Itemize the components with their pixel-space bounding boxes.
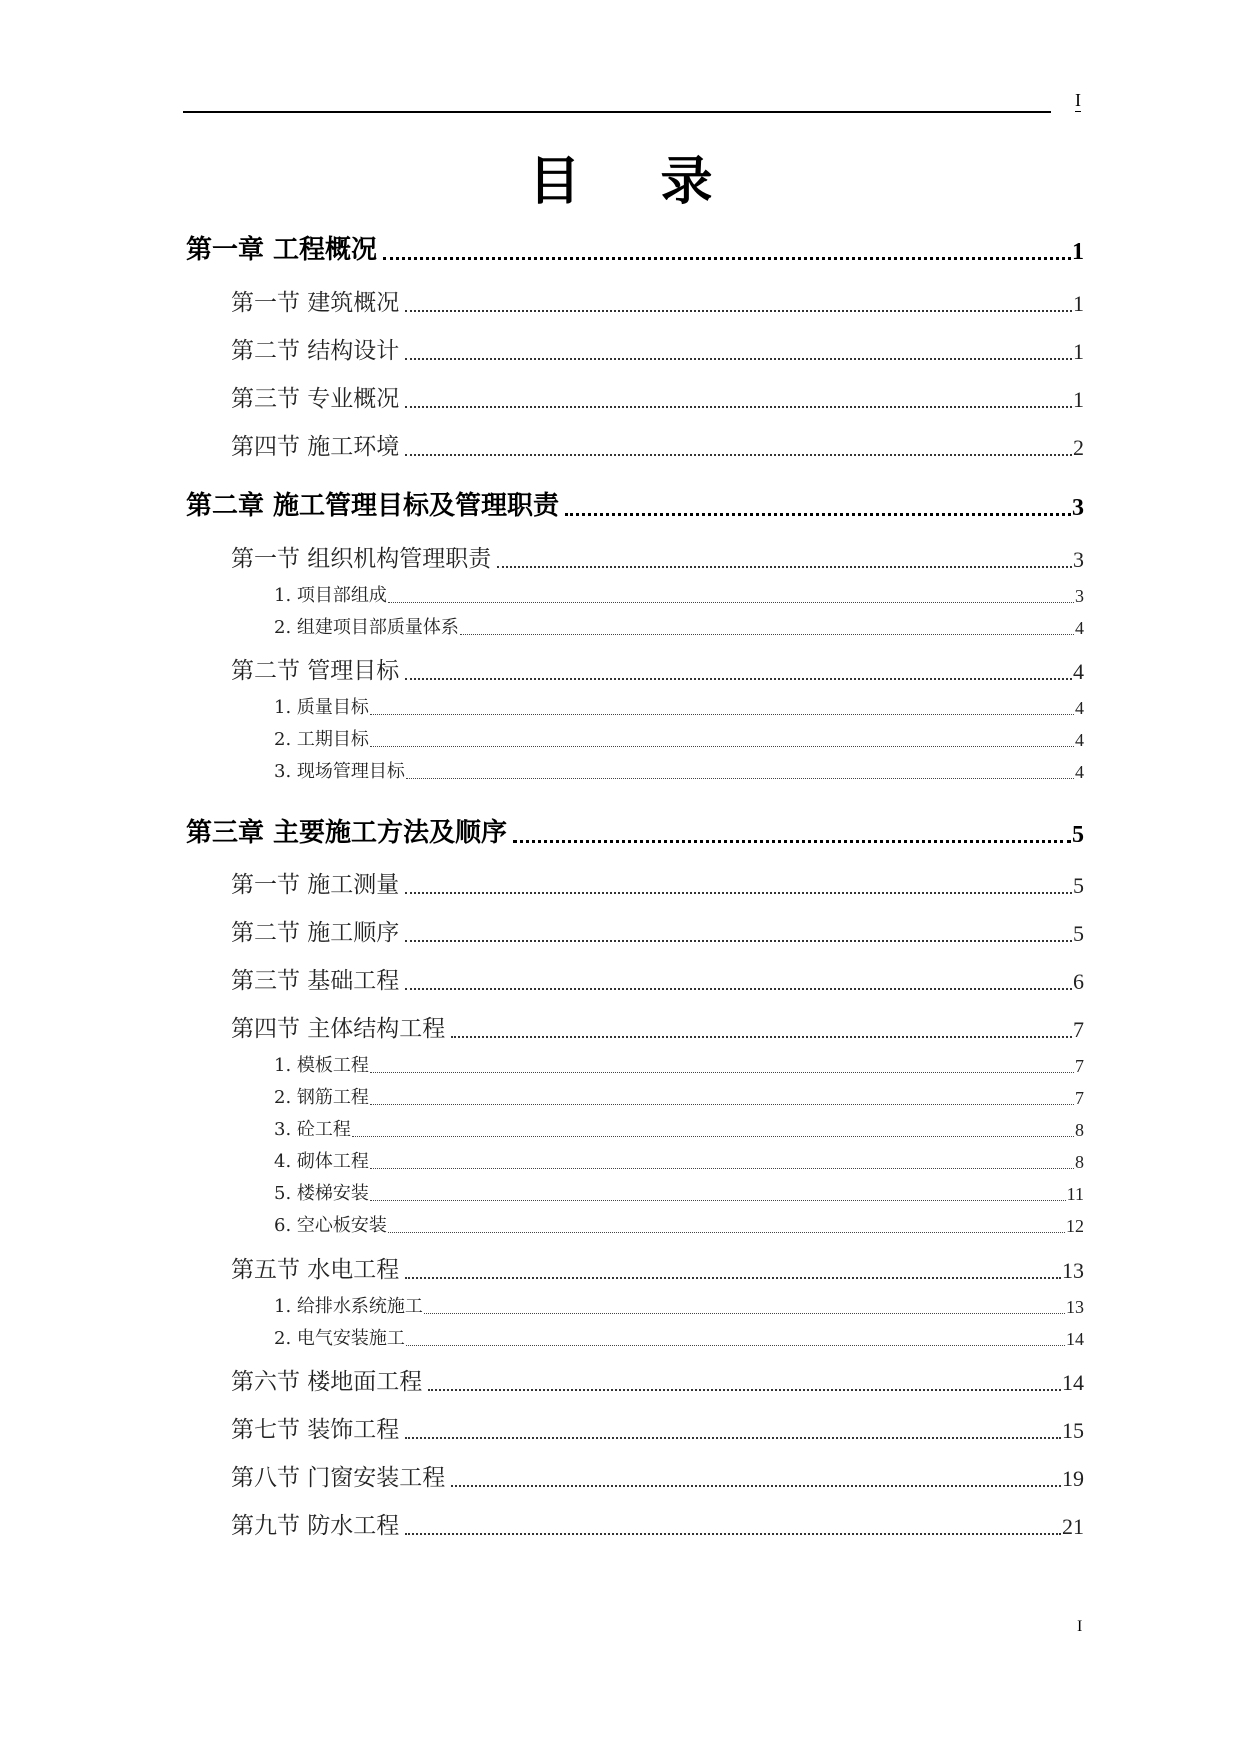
- toc-entry-page: 3: [1073, 547, 1084, 572]
- toc-leader-dots: [388, 1232, 1065, 1233]
- header-page-number: I: [1075, 90, 1081, 110]
- toc-leader-dots: [352, 1136, 1074, 1137]
- toc-leader-dots: [405, 940, 1072, 942]
- toc-entry-page: 2: [1073, 435, 1084, 460]
- toc-entry-text: 2. 电气安装施工: [274, 1328, 405, 1349]
- toc-entry-text: 第六节 楼地面工程: [231, 1369, 423, 1395]
- toc-entry-page: 5: [1073, 921, 1084, 946]
- page-title: 目录: [528, 152, 793, 212]
- toc-entry-page: 7: [1075, 1088, 1084, 1108]
- toc-entry-page: 1: [1073, 291, 1084, 316]
- toc-subsection: [274, 1053, 1084, 1077]
- toc-leader-dots: [513, 840, 1071, 843]
- toc-entry-text: 1. 模板工程: [274, 1055, 369, 1076]
- toc-subsection: [274, 1326, 1084, 1350]
- toc-entry-text: 第二节 施工顺序: [231, 920, 400, 946]
- toc-leader-dots: [370, 1072, 1074, 1073]
- toc-leader-dots: [405, 406, 1072, 408]
- header-rule: [183, 111, 1051, 113]
- toc-section: [231, 543, 1084, 573]
- toc-entry-text: 第四节 施工环境: [231, 434, 400, 460]
- toc-subsection: [274, 615, 1084, 639]
- toc-leader-dots: [406, 1345, 1065, 1346]
- toc-entry-text: 1. 质量目标: [274, 697, 369, 718]
- toc-section: [231, 1013, 1084, 1043]
- toc-leader-dots: [405, 358, 1072, 360]
- toc-leader-dots: [405, 1277, 1061, 1279]
- toc-chapter: [186, 232, 1084, 266]
- toc-entry-page: 4: [1073, 659, 1084, 684]
- toc-leader-dots: [405, 310, 1072, 312]
- toc-chapter: [186, 488, 1084, 522]
- toc-entry-text: 1. 给排水系统施工: [274, 1296, 423, 1317]
- toc-entry-page: 3: [1075, 586, 1084, 606]
- toc-section: [231, 917, 1084, 947]
- toc-section: [231, 1462, 1084, 1492]
- toc-entry-page: 21: [1062, 1514, 1084, 1539]
- footer-page-number: I: [1077, 1618, 1083, 1635]
- toc-leader-dots: [405, 988, 1072, 990]
- toc-entry-text: 第二节 结构设计: [231, 338, 400, 364]
- toc-entry-text: 4. 砌体工程: [274, 1151, 369, 1172]
- toc-entry-text: 3. 现场管理目标: [274, 761, 405, 782]
- toc-subsection: [274, 1294, 1084, 1318]
- toc-entry-text: 第三节 专业概况: [231, 386, 400, 412]
- toc-section: [231, 431, 1084, 461]
- toc-section: [231, 335, 1084, 365]
- toc-entry-text: 第五节 水电工程: [231, 1257, 400, 1283]
- toc-subsection: [274, 695, 1084, 719]
- toc-entry-text: 2. 工期目标: [274, 729, 369, 750]
- toc-entry-page: 7: [1075, 1056, 1084, 1076]
- toc-leader-dots: [451, 1485, 1061, 1487]
- toc-leader-dots: [406, 778, 1074, 779]
- toc-entry-text: 3. 砼工程: [274, 1119, 351, 1140]
- toc-entry-page: 5: [1073, 873, 1084, 898]
- toc-section: [231, 1366, 1084, 1396]
- toc-entry-page: 1: [1073, 387, 1084, 412]
- toc-leader-dots: [405, 1533, 1061, 1535]
- toc-entry-text: 第二章 施工管理目标及管理职责: [186, 491, 560, 521]
- toc-entry-text: 第一节 建筑概况: [231, 290, 400, 316]
- toc-entry-text: 第一节 组织机构管理职责: [231, 546, 492, 572]
- toc-entry-text: 第二节 管理目标: [231, 658, 400, 684]
- toc-entry-page: 1: [1072, 239, 1084, 265]
- toc-leader-dots: [370, 1200, 1066, 1201]
- toc-entry-text: 第四节 主体结构工程: [231, 1016, 446, 1042]
- toc-entry-page: 1: [1073, 339, 1084, 364]
- toc-entry-page: 3: [1072, 495, 1084, 521]
- toc-section: [231, 1414, 1084, 1444]
- toc-entry-page: 8: [1075, 1152, 1084, 1172]
- toc-leader-dots: [565, 513, 1071, 516]
- toc-leader-dots: [388, 602, 1074, 603]
- toc-entry-text: 第三节 基础工程: [231, 968, 400, 994]
- toc-entry-page: 6: [1073, 969, 1084, 994]
- toc-entry-page: 15: [1062, 1418, 1084, 1443]
- toc-section: [231, 1510, 1084, 1540]
- toc-section: [231, 1254, 1084, 1284]
- toc-section: [231, 869, 1084, 899]
- toc-entry-page: 8: [1075, 1120, 1084, 1140]
- toc-leader-dots: [451, 1036, 1072, 1038]
- toc-entry-page: 13: [1066, 1297, 1084, 1317]
- toc-leader-dots: [370, 1168, 1074, 1169]
- toc-chapter: [186, 815, 1084, 849]
- toc-leader-dots: [405, 678, 1072, 680]
- toc-entry-text: 第一节 施工测量: [231, 872, 400, 898]
- toc-entry-text: 第八节 门窗安装工程: [231, 1465, 446, 1491]
- toc-entry-text: 6. 空心板安装: [274, 1215, 387, 1236]
- toc-leader-dots: [383, 257, 1071, 260]
- toc-leader-dots: [370, 714, 1074, 715]
- toc-entry-text: 5. 楼梯安装: [274, 1183, 369, 1204]
- toc-subsection: [274, 1213, 1084, 1237]
- toc-leader-dots: [460, 634, 1074, 635]
- toc-leader-dots: [405, 1437, 1061, 1439]
- toc-section: [231, 287, 1084, 317]
- toc-entry-page: 5: [1072, 822, 1084, 848]
- toc-entry-page: 11: [1066, 1184, 1084, 1204]
- toc-entry-text: 第三章 主要施工方法及顺序: [186, 818, 508, 848]
- toc-entry-page: 4: [1075, 618, 1084, 638]
- toc-entry-page: 4: [1075, 730, 1084, 750]
- toc-entry-page: 19: [1062, 1466, 1084, 1491]
- toc-section: [231, 655, 1084, 685]
- toc-entry-text: 2. 组建项目部质量体系: [274, 617, 459, 638]
- toc-subsection: [274, 727, 1084, 751]
- toc-entry-text: 第七节 装饰工程: [231, 1417, 400, 1443]
- toc-subsection: [274, 1181, 1084, 1205]
- toc-entry-text: 第一章 工程概况: [186, 235, 378, 265]
- toc-section: [231, 383, 1084, 413]
- toc-entry-page: 4: [1075, 762, 1084, 782]
- toc-leader-dots: [370, 746, 1074, 747]
- toc-subsection: [274, 1117, 1084, 1141]
- toc-entry-text: 第九节 防水工程: [231, 1513, 400, 1539]
- toc-leader-dots: [497, 566, 1072, 568]
- toc-leader-dots: [424, 1313, 1065, 1314]
- toc-entry-page: 14: [1066, 1329, 1084, 1349]
- toc-entry-page: 12: [1066, 1216, 1084, 1236]
- toc-leader-dots: [405, 454, 1072, 456]
- toc-entry-text: 1. 项目部组成: [274, 585, 387, 606]
- toc-leader-dots: [370, 1104, 1074, 1105]
- toc-section: [231, 965, 1084, 995]
- toc-leader-dots: [428, 1389, 1061, 1391]
- toc-subsection: [274, 1085, 1084, 1109]
- toc-entry-page: 14: [1062, 1370, 1084, 1395]
- toc-entry-page: 4: [1075, 698, 1084, 718]
- toc-leader-dots: [405, 892, 1072, 894]
- toc-entry-page: 7: [1073, 1017, 1084, 1042]
- toc-entry-page: 13: [1062, 1258, 1084, 1283]
- toc-subsection: [274, 583, 1084, 607]
- toc-subsection: [274, 759, 1084, 783]
- toc-entry-text: 2. 钢筋工程: [274, 1087, 369, 1108]
- toc-subsection: [274, 1149, 1084, 1173]
